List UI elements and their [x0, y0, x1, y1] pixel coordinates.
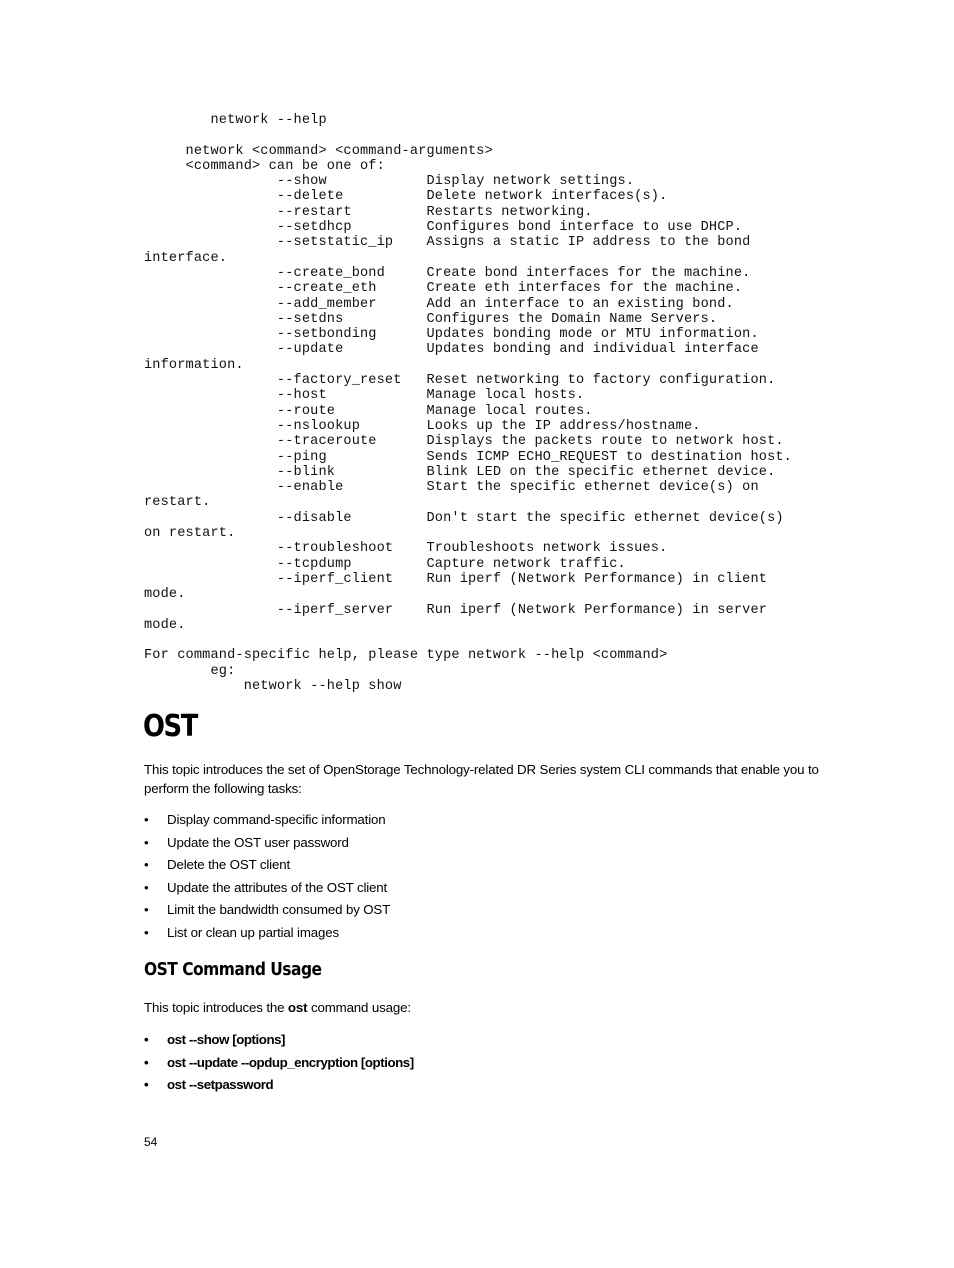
intro-command-name: ost — [287, 1000, 308, 1015]
list-item: • Display command-specific information — [144, 810, 834, 833]
ost-command-usage-intro — [144, 998, 834, 1017]
page-number: 54 — [144, 1135, 158, 1149]
ost-intro-paragraph: This topic introduces the set of OpenStorage Technology-related DR Series system CLI commands that enable you to perform the following tasks: — [144, 762, 819, 796]
ost-task-list — [144, 810, 834, 945]
command-list-item: • ost --update --opdup_encryption [options] — [144, 1053, 834, 1076]
intro-text-after: command usage: — [307, 1000, 411, 1015]
command-list-item: • ost --show [options] — [144, 1030, 834, 1053]
intro-text-before: This topic introduces the — [144, 1000, 288, 1015]
list-item: • Delete the OST client — [144, 855, 834, 878]
network-help-code-block: network --help network <command> <command-arguments> <command> can be one of: --show Display network settings. --delete Delete network interfaces(s). --restart Restarts networking. --setdhcp Configures bond interface to use DHCP. --setstatic_ip Assigns a static IP address to the bond interface. --create_bond Create bond interfaces for the machine. --create_eth Create eth interfaces for the machine. --add_member Add an interface to an existing bond. --setdns Configures the Domain Name Servers. --setbonding Updates bonding mode or MTU information. --update Updates bonding and individual interface information. --factory_reset Reset networking to factory configuration. --host Manage local hosts. --route Manage local routes. --nslookup Looks up the IP address/hostname. --traceroute Displays the packets route to network host. --ping Sends ICMP ECHO_REQUEST to destination host. --blink Blink LED on the specific ethernet device. --enable Start the specific ethernet device(s) on restart. --disable Don't start the specific ethernet device(s) on restart. --troubleshoot Troubleshoots network issues. --tcpdump Capture network traffic. --iperf_client Run iperf (Network Performance) in client mode. --iperf_server Run iperf (Network Performance) in server mode. For command-specific help, please type network --help <command> eg: network --help show — [144, 113, 792, 694]
subsection-title-ost-command-usage: OST Command Usage — [144, 959, 322, 980]
list-item: • List or clean up partial images — [144, 923, 834, 946]
ost-command-list — [144, 1030, 834, 1098]
section-title-ost: OST — [143, 709, 197, 744]
list-item: • Update the OST user password — [144, 833, 834, 856]
list-item: • Update the attributes of the OST client — [144, 878, 834, 901]
list-item: • Limit the bandwidth consumed by OST — [144, 900, 834, 923]
command-list-item: • ost --setpassword — [144, 1075, 834, 1098]
